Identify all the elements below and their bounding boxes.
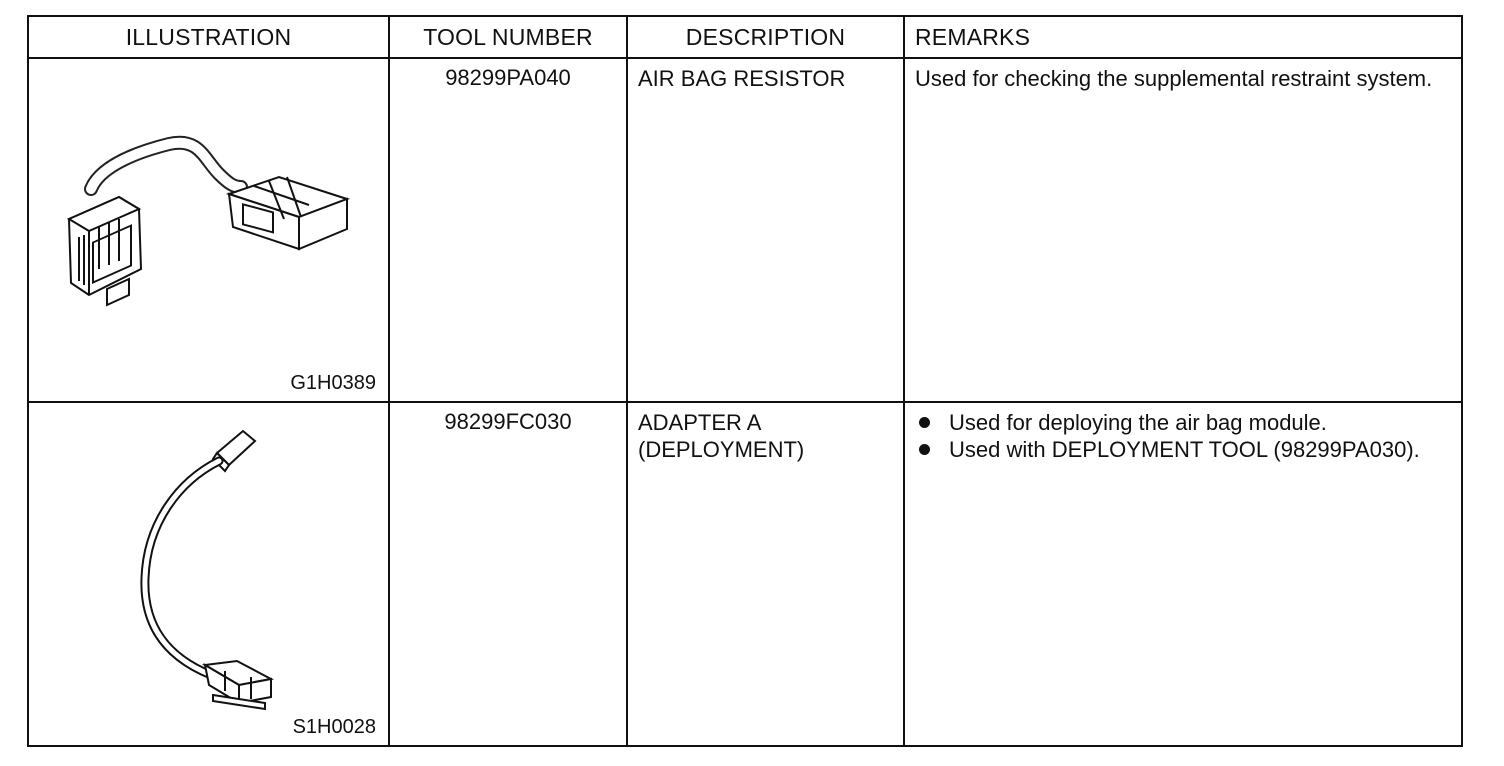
remarks-bullet: Used with DEPLOYMENT TOOL (98299PA030). <box>915 436 1451 463</box>
remarks-bullet: Used for deploying the air bag module. <box>915 409 1451 436</box>
figure-code: S1H0028 <box>292 716 376 738</box>
illustration-cell <box>28 402 389 746</box>
table-row <box>28 402 1462 746</box>
remarks: Used for checking the supplemental restraint system. <box>904 58 1462 402</box>
special-tools-table <box>27 15 1463 747</box>
description-line: ADAPTER A <box>638 410 762 435</box>
tool-description <box>627 58 904 402</box>
description-line: AIR BAG RESISTOR <box>638 66 846 91</box>
tool-description <box>627 402 904 746</box>
illustration-cell <box>28 58 389 402</box>
header-illustration: ILLUSTRATION <box>28 16 389 58</box>
remarks <box>904 402 1462 746</box>
table-header-row <box>28 16 1462 58</box>
remarks-list <box>915 409 1451 463</box>
deployment-adapter-cable-icon <box>29 403 386 739</box>
figure-code: G1H0389 <box>290 372 376 394</box>
header-description: DESCRIPTION <box>627 16 904 58</box>
header-remarks: REMARKS <box>904 16 1462 58</box>
header-tool-number: TOOL NUMBER <box>389 16 627 58</box>
description-line: (DEPLOYMENT) <box>638 437 805 462</box>
tool-number: 98299PA040 <box>389 58 627 402</box>
tool-number: 98299FC030 <box>389 402 627 746</box>
air-bag-resistor-harness-icon <box>29 59 386 395</box>
table-row <box>28 58 1462 402</box>
